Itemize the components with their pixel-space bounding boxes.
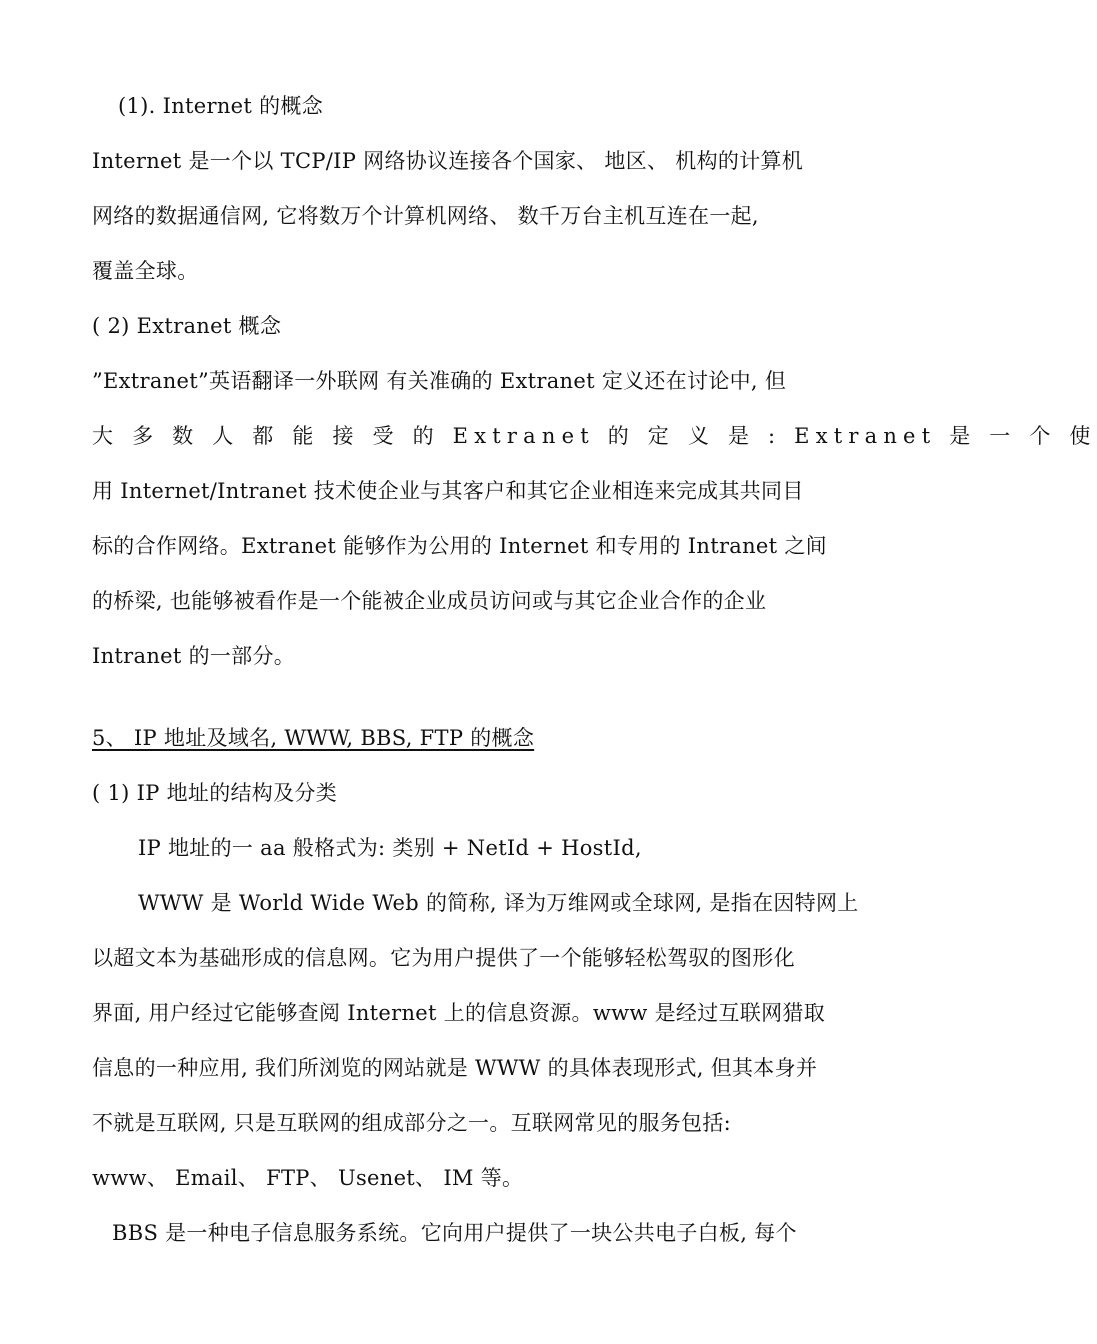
paragraph-line: 不就是互联网, 只是互联网的组成部分之一。互联网常见的服务包括: [92, 1111, 732, 1135]
paragraph-line: 以超文本为基础形成的信息网。它为用户提供了一个能够轻松驾驭的图形化 [92, 946, 795, 970]
paragraph-line: Intranet 的一部分。 [92, 644, 296, 668]
section-heading-internet: (1). Internet 的概念 [118, 94, 323, 118]
paragraph-line: IP 地址的一 aa 般格式为: 类别 + NetId + HostId, [138, 836, 642, 860]
section-heading-extranet: ( 2) Extranet 概念 [92, 314, 282, 338]
paragraph-line: BBS 是一种电子信息服务系统。它向用户提供了一块公共电子白板, 每个 [112, 1221, 797, 1245]
paragraph-line: 覆盖全球。 [92, 259, 199, 283]
subsection-heading-ip-address: ( 1) IP 地址的结构及分类 [92, 781, 337, 805]
paragraph-line: 信息的一种应用, 我们所浏览的网站就是 WWW 的具体表现形式, 但其本身并 [92, 1056, 818, 1080]
paragraph-line: 大 多 数 人 都 能 接 受 的 Extranet 的 定 义 是 : Extranet 是 一 个 使 [92, 424, 1097, 448]
paragraph-line: WWW 是 World Wide Web 的简称, 译为万维网或全球网, 是指在因特网上 [138, 891, 859, 915]
paragraph-line: 的桥梁, 也能够被看作是一个能被企业成员访问或与其它企业合作的企业 [92, 589, 767, 613]
paragraph-line: 标的合作网络。Extranet 能够作为公用的 Internet 和专用的 Intranet 之间 [92, 534, 827, 558]
section-heading-ip-www-bbs-ftp: 5、 IP 地址及域名, WWW, BBS, FTP 的概念 [92, 726, 535, 750]
paragraph-line: 界面, 用户经过它能够查阅 Internet 上的信息资源。www 是经过互联网猎取 [92, 1001, 826, 1025]
paragraph-line: Internet 是一个以 TCP/IP 网络协议连接各个国家、 地区、 机构的计算机 [92, 149, 804, 173]
paragraph-line: 网络的数据通信网, 它将数万个计算机网络、 数千万台主机互连在一起, [92, 204, 759, 228]
paragraph-line: ”Extranet”英语翻译一外联网 有关准确的 Extranet 定义还在讨论中, 但 [92, 369, 787, 393]
paragraph-line: 用 Internet/Intranet 技术使企业与其客户和其它企业相连来完成其共同目 [92, 479, 804, 503]
paragraph-line: www、 Email、 FTP、 Usenet、 IM 等。 [92, 1166, 524, 1190]
